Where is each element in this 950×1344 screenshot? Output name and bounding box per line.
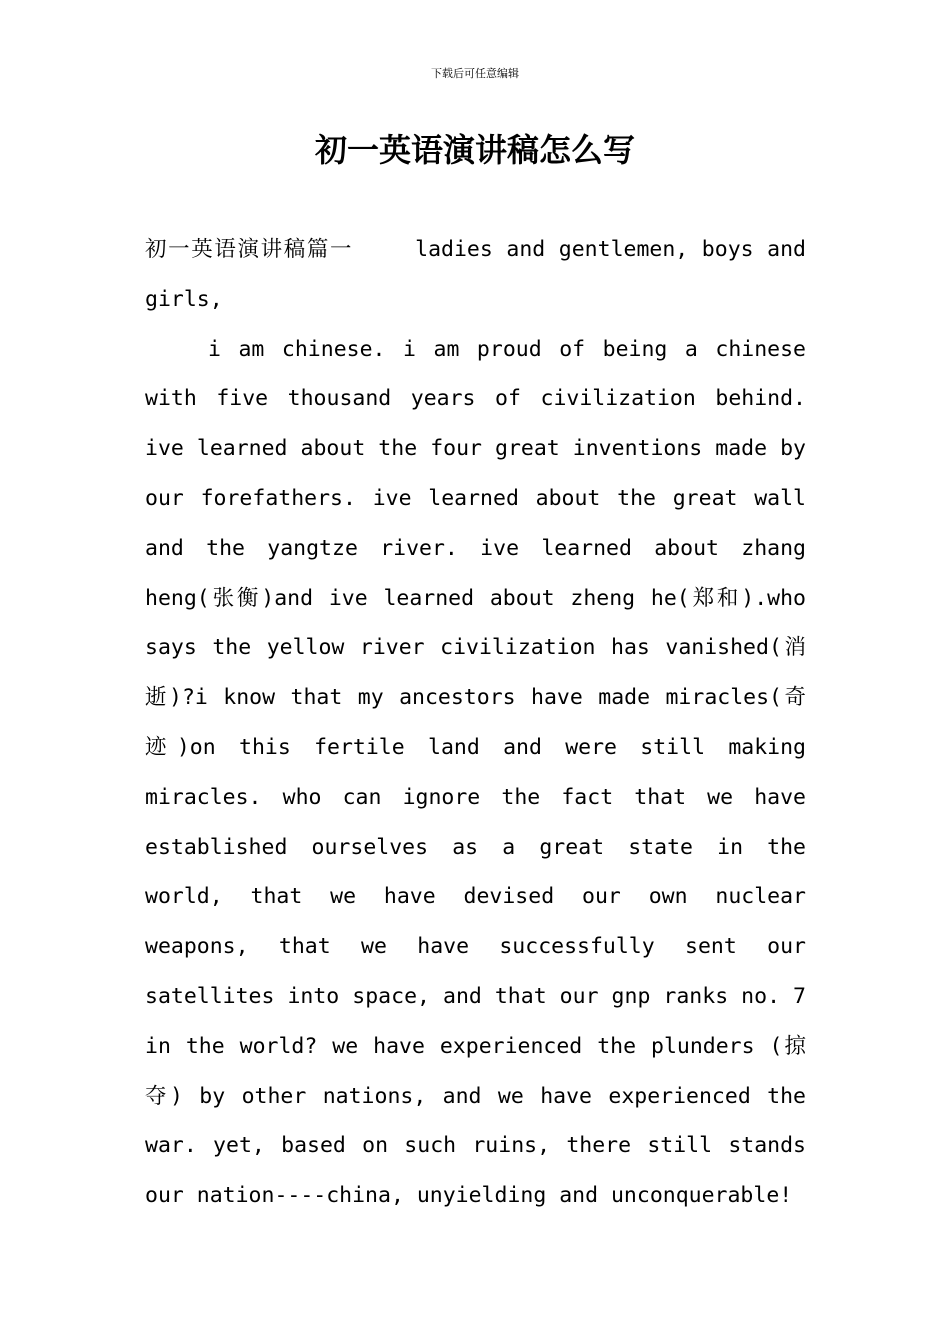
- document-title: 初一英语演讲稿怎么写: [314, 131, 635, 169]
- body-paragraph: i am chinese. i am proud of being a chinese with five thousand years of civilization behind. ive learned about the four great inventions made by our forefathers. ive learned about the great wall and the yangtze river. ive learned about zhang heng(张衡)and ive learned about zheng he(郑和).who says the yellow river civilization has vanished(消逝)?i know that my ancestors have made miracles(奇迹)on this fertile land and were still making miracles. who can ignore the fact that we have established ourselves as a great state in the world, that we have devised our own nuclear weapons, that we have successfully sent our satellites into space, and that our gnp ranks no. 7 in the world? we have experienced the plunders (掠夺) by other nations, and we have experienced the war. yet, based on such ruins, there still stands our nation----china, unyielding and unconquerable!: [145, 336, 806, 1209]
- header-note: 下载后可任意编辑: [431, 67, 519, 80]
- opening-line: ladies and gentlemen, boys and girls,: [145, 237, 806, 312]
- section-heading: 初一英语演讲稿篇一: [145, 237, 354, 262]
- opening-paragraph: [145, 225, 806, 325]
- document-body: [145, 225, 806, 1221]
